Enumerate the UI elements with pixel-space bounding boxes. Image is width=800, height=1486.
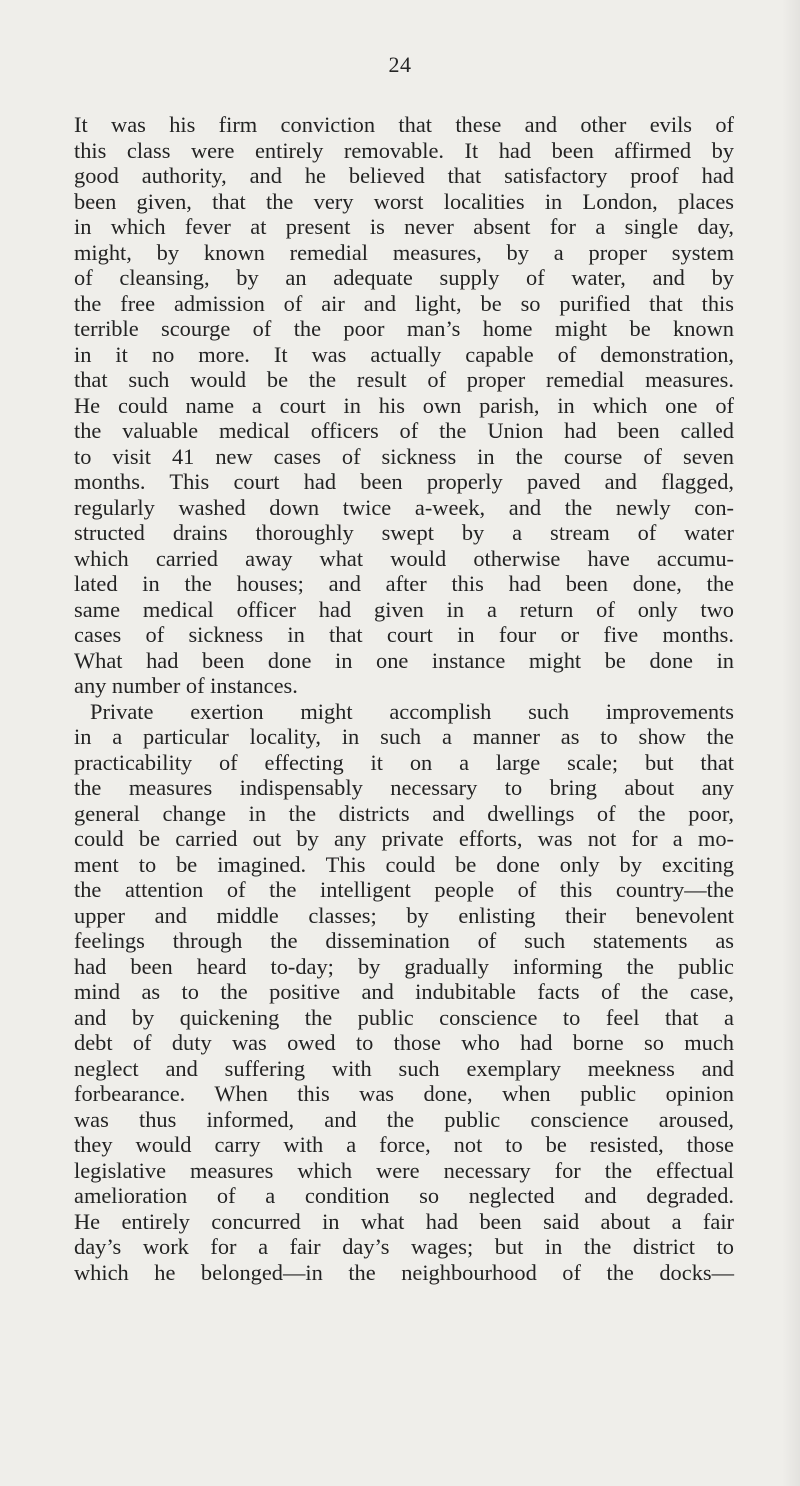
text-line: this class were entirely removable. It had been affirmed by <box>74 137 734 163</box>
text-line: the free admission of air and light, be so purified that this <box>74 290 734 316</box>
text-line: cases of sickness in that court in four or five months. <box>74 622 734 647</box>
text-line: feelings through the dissemination of such statements as <box>74 928 734 953</box>
text-line: What had been done in one instance might be done in <box>74 647 734 673</box>
text-line: lated in the houses; and after this had been done, the <box>74 571 734 596</box>
text-line: legislative measures which were necessary for the effectual <box>74 1157 734 1183</box>
text-line: ment to be imagined. This could be done only by exciting <box>74 851 734 877</box>
text-line: amelioration of a condition so neglected and degraded. <box>74 1183 734 1208</box>
text-line: months. This court had been properly paved and flagged, <box>74 469 734 494</box>
text-line: good authority, and he believed that satisfactory proof had <box>74 163 734 188</box>
text-line: practicability of effecting it on a large scale; but that <box>74 749 734 775</box>
text-line: the measures indispensably necessary to bring about any <box>74 775 734 800</box>
text-line: forbearance. When this was done, when public opinion <box>74 1081 734 1106</box>
text-line: been given, that the very worst localities in London, places <box>74 188 734 214</box>
text-line: in a particular locality, in such a manner as to show the <box>74 724 734 749</box>
text-line: neglect and suffering with such exemplary meekness and <box>74 1055 734 1081</box>
text-line: in it no more. It was actually capable of demonstration, <box>74 341 734 367</box>
text-line: that such would be the result of proper remedial measures. <box>74 367 734 392</box>
text-line: the attention of the intelligent people of this country—the <box>74 877 734 902</box>
text-line: any number of instances. <box>74 673 298 698</box>
text-line: upper and middle classes; by enlisting their benevolent <box>74 902 734 928</box>
text-line: He could name a court in his own parish, in which one of <box>74 392 734 418</box>
text-line: which carried away what would otherwise have accumu- <box>74 545 734 571</box>
text-line: debt of duty was owed to those who had borne so much <box>74 1030 734 1055</box>
text-line: which he belonged—in the neighbourhood of the docks— <box>74 1259 734 1285</box>
text-line: terrible scourge of the poor man’s home might be known <box>74 316 734 341</box>
text-line: day’s work for a fair day’s wages; but in the district to <box>74 1234 734 1259</box>
text-line: of cleansing, by an adequate supply of water, and by <box>74 265 734 290</box>
text-line: and by quickening the public conscience to feel that a <box>74 1004 734 1030</box>
page-edge-shadow <box>782 0 800 1486</box>
text-line: had been heard to-day; by gradually informing the public <box>74 953 734 979</box>
text-line: general change in the districts and dwellings of the poor, <box>74 800 734 826</box>
text-line: It was his firm conviction that these and other evils of <box>74 112 734 137</box>
body-text <box>74 112 734 1285</box>
text-line: could be carried out by any private efforts, was not for a mo- <box>74 826 734 851</box>
text-line: was thus informed, and the public conscience aroused, <box>74 1106 734 1132</box>
text-line: might, by known remedial measures, by a proper system <box>74 239 734 265</box>
text-line: structed drains thoroughly swept by a stream of water <box>74 520 734 545</box>
text-line: they would carry with a force, not to be resisted, those <box>74 1132 734 1157</box>
text-line: Private exertion might accomplish such improvements <box>90 698 734 724</box>
text-line: mind as to the positive and indubitable facts of the case, <box>74 979 734 1004</box>
text-line: the valuable medical officers of the Union had been called <box>74 418 734 443</box>
text-line: to visit 41 new cases of sickness in the course of seven <box>74 443 734 469</box>
page-number: 24 <box>388 52 412 77</box>
text-line: in which fever at present is never absent for a single day, <box>74 214 734 239</box>
text-line: regularly washed down twice a-week, and the newly con- <box>74 494 734 520</box>
text-line: same medical officer had given in a return of only two <box>74 596 734 622</box>
text-line: He entirely concurred in what had been said about a fair <box>74 1208 734 1234</box>
